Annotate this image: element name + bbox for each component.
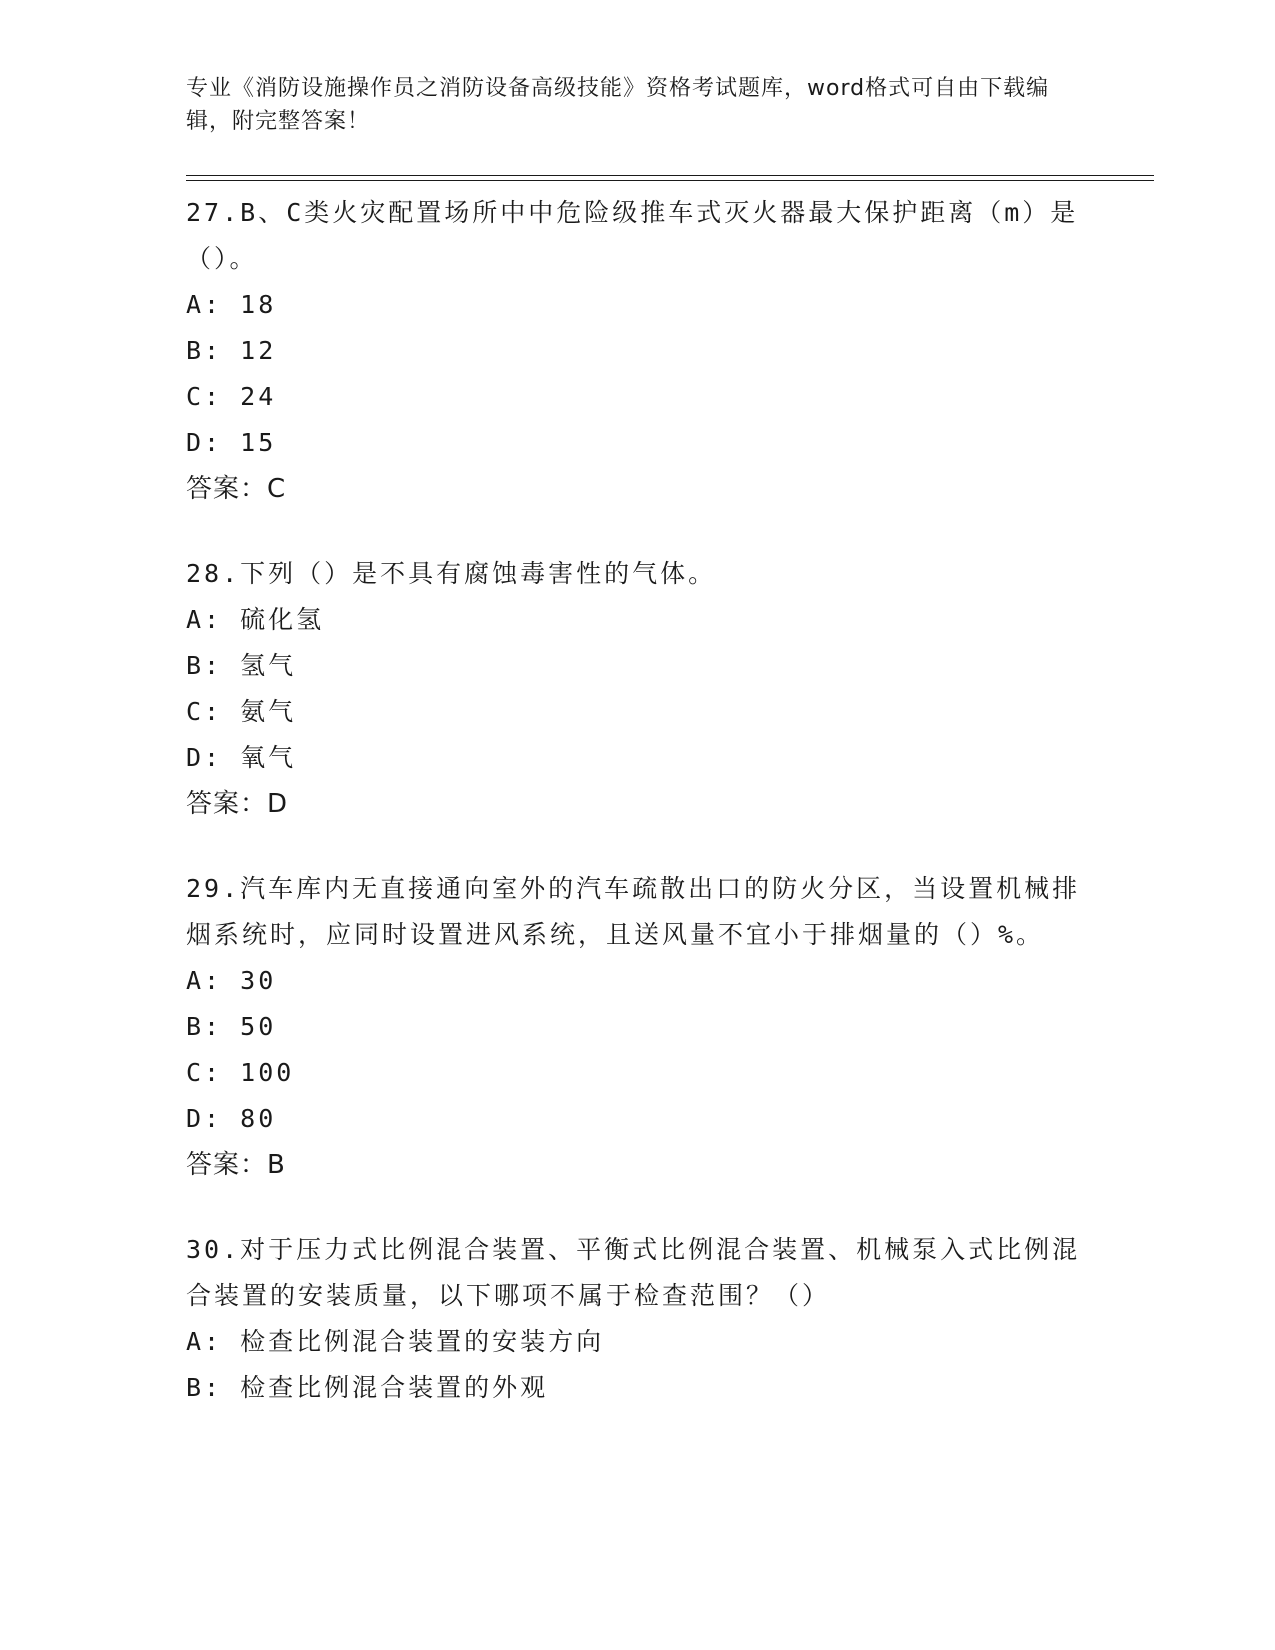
question-28 (186, 551, 1086, 827)
question-stem: 27.B、C类火灾配置场所中中危险级推车式灭火器最大保护距离（m）是（）。 (186, 198, 1079, 273)
option-b: B: 50 (186, 1012, 277, 1041)
option-d: D: 15 (186, 428, 277, 457)
option-b: B: 检查比例混合装置的外观 (186, 1373, 549, 1402)
header-divider-bottom (186, 180, 1154, 181)
answer-label: 答案：D (186, 789, 289, 819)
header-divider-top (186, 175, 1154, 176)
option-a: A: 检查比例混合装置的安装方向 (186, 1327, 605, 1356)
document-header: 专业《消防设施操作员之消防设备高级技能》资格考试题库，word格式可自由下载编辑，附完整答案！ (186, 76, 1050, 134)
option-b: B: 氢气 (186, 651, 297, 680)
option-c: C: 100 (186, 1058, 295, 1087)
answer-label: 答案：C (186, 474, 287, 504)
question-27 (186, 190, 1086, 512)
question-stem: 30.对于压力式比例混合装置、平衡式比例混合装置、机械泵入式比例混合装置的安装质量，以下哪项不属于检查范围？（） (186, 1235, 1081, 1310)
option-b: B: 12 (186, 336, 277, 365)
question-list (186, 190, 1086, 1450)
option-a: A: 18 (186, 290, 277, 319)
option-d: D: 氧气 (186, 743, 297, 772)
question-stem: 28.下列（）是不具有腐蚀毒害性的气体。 (186, 559, 717, 588)
option-d: D: 80 (186, 1104, 277, 1133)
option-a: A: 硫化氢 (186, 605, 325, 634)
question-29 (186, 866, 1086, 1188)
option-c: C: 氨气 (186, 697, 297, 726)
question-stem: 29.汽车库内无直接通向室外的汽车疏散出口的防火分区，当设置机械排烟系统时，应同时设置进风系统，且送风量不宜小于排烟量的（）%。 (186, 874, 1081, 949)
option-a: A: 30 (186, 966, 277, 995)
option-c: C: 24 (186, 382, 277, 411)
answer-label: 答案：B (186, 1150, 286, 1180)
question-30 (186, 1227, 1086, 1411)
